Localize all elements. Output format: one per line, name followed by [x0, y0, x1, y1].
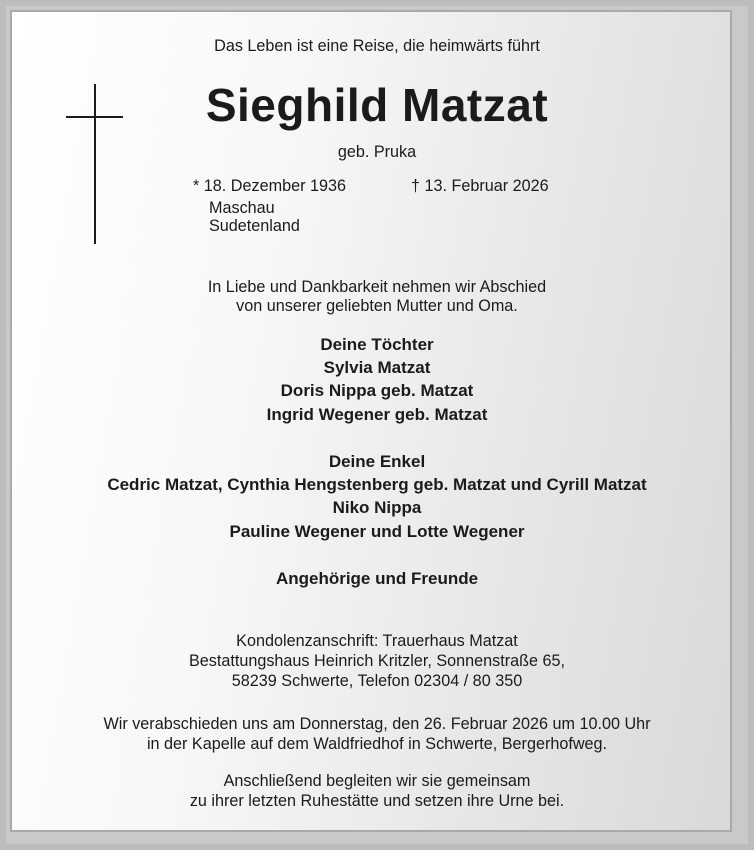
daughter-name: Doris Nippa geb. Matzat	[280, 381, 474, 400]
grandchild-name: Cedric Matzat, Cynthia Hengstenberg geb. Matzat und Cyrill Matzat	[107, 475, 647, 494]
daughter-name: Sylvia Matzat	[323, 358, 431, 377]
daughter-name: Ingrid Wegener geb. Matzat	[266, 405, 488, 424]
grandchild-name: Niko Nippa	[332, 498, 422, 517]
death-date: † 13. Februar 2026	[411, 177, 549, 195]
daughters-heading: Deine Töchter	[320, 335, 434, 354]
service-line: in der Kapelle auf dem Waldfriedhof in Schwerte, Bergerhofweg.	[146, 735, 608, 753]
service-line: Wir verabschieden uns am Donnerstag, den 26. Februar 2026 um 10.00 Uhr	[103, 715, 651, 733]
birthplace-line: Maschau	[209, 199, 275, 217]
maiden-name: geb. Pruka	[337, 143, 417, 161]
condolence-line: 58239 Schwerte, Telefon 02304 / 80 350	[231, 672, 523, 690]
condolence-line: Kondolenzanschrift: Trauerhaus Matzat	[236, 632, 518, 650]
deceased-name: Sieghild Matzat	[205, 79, 549, 131]
relatives-line: Angehörige und Freunde	[275, 569, 479, 588]
birthplace-line: Sudetenland	[209, 217, 300, 235]
birth-date: * 18. Dezember 1936	[193, 177, 346, 195]
burial-line: Anschließend begleiten wir sie gemeinsam	[223, 772, 531, 790]
grandchildren-heading: Deine Enkel	[328, 452, 426, 471]
farewell-line: In Liebe und Dankbarkeit nehmen wir Abschied	[207, 278, 547, 296]
burial-line: zu ihrer letzten Ruhestätte und setzen ihre Urne bei.	[189, 792, 565, 810]
farewell-line: von unserer geliebten Mutter und Oma.	[236, 297, 518, 315]
motto: Das Leben ist eine Reise, die heimwärts führt	[214, 37, 540, 55]
condolence-line: Bestattungshaus Heinrich Kritzler, Sonnenstraße 65,	[188, 652, 566, 670]
grandchild-name: Pauline Wegener und Lotte Wegener	[229, 522, 525, 541]
